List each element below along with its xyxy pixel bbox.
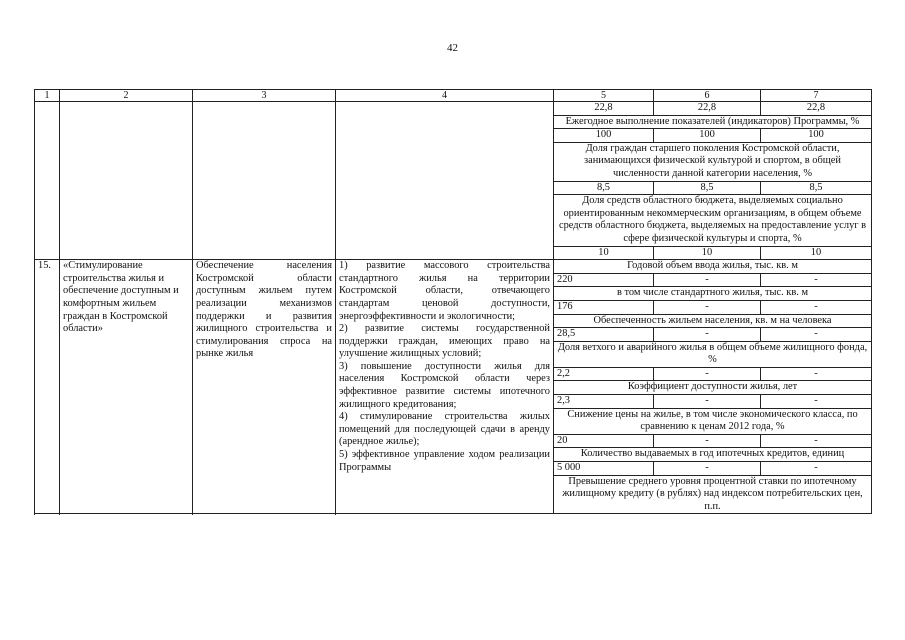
value-cell: 100 (761, 129, 872, 143)
column-number: 7 (761, 90, 872, 102)
value-cell: 100 (654, 129, 761, 143)
value-cell: 22,8 (654, 102, 761, 116)
value-cell: - (761, 395, 872, 409)
indicator-title: Превышение среднего уровня процентной ставки по ипотечному жилищному кредиту (в рублях) над индексом потребительских цен, п.п. (554, 475, 872, 514)
tasks-cell (336, 102, 554, 260)
value-cell: 10 (654, 246, 761, 260)
task-item: 3) повышение доступности жилья для населения Костромской области через эффективное развитие системы ипотечного жилищного кредитования; (339, 360, 550, 410)
value-cell: - (654, 434, 761, 448)
value-cell: - (761, 273, 872, 287)
task-item: 5) эффективное управление ходом реализации Программы (339, 449, 550, 473)
indicator-title: Доля ветхого и аварийного жилья в общем объеме жилищного фонда, % (554, 341, 872, 367)
indicator-title: в том числе стандартного жилья, тыс. кв. м (554, 287, 872, 301)
value-cell: 100 (554, 129, 654, 143)
indicator-title: Количество выдаваемых в год ипотечных кредитов, единиц (554, 448, 872, 462)
program-name: «Стимулирование строительства жилья и обеспечение доступным и комфортным жильем граждан в Костромской области» (60, 260, 193, 514)
program-tasks (336, 260, 554, 514)
program-table (34, 89, 872, 514)
value-cell: - (761, 328, 872, 342)
row-number: 15. (35, 260, 60, 514)
number-cell (35, 102, 60, 260)
value-cell: - (654, 462, 761, 476)
indicator-title: Ежегодное выполнение показателей (индикаторов) Программы, % (554, 115, 872, 129)
program-goal: Обеспечение населения Костромской области доступным жильем путем реализации механизмов поддержки и развития жилищного строительства и стимулирования спроса на рынке жилья (193, 260, 336, 514)
table-row (35, 260, 872, 274)
value-cell: 2,2 (554, 367, 654, 381)
value-cell: 10 (554, 246, 654, 260)
page-number: 42 (447, 42, 458, 54)
indicator-title: Доля средств областного бюджета, выделяемых социально ориентированным некоммерческим организациям, в общем объеме средств областного бюджета, выделяемых на предоставление услуг в сфере физической культуры и спорта, % (554, 195, 872, 246)
indicator-title: Доля граждан старшего поколения Костромской области, занимающихся физической культурой и спортом, в общей численности данной категории населения, % (554, 142, 872, 181)
value-cell: 176 (554, 300, 654, 314)
value-cell: - (761, 367, 872, 381)
value-cell: 8,5 (654, 181, 761, 195)
column-number: 1 (35, 90, 60, 102)
value-cell: 8,5 (554, 181, 654, 195)
value-cell: - (761, 300, 872, 314)
value-cell: 20 (554, 434, 654, 448)
value-cell: - (654, 367, 761, 381)
goal-cell (193, 102, 336, 260)
value-cell: 5 000 (554, 462, 654, 476)
indicator-title: Коэффициент доступности жилья, лет (554, 381, 872, 395)
column-number: 6 (654, 90, 761, 102)
task-item: 4) стимулирование строительства жилых помещений для последующей сдачи в аренду (арендное жилье); (339, 411, 550, 448)
value-cell: 2,3 (554, 395, 654, 409)
value-cell: - (654, 395, 761, 409)
value-cell: - (761, 434, 872, 448)
value-cell: 10 (761, 246, 872, 260)
indicator-title: Обеспеченность жильем населения, кв. м на человека (554, 314, 872, 328)
value-cell: 22,8 (761, 102, 872, 116)
table-row (35, 102, 872, 116)
value-cell: - (761, 462, 872, 476)
value-cell: - (654, 328, 761, 342)
column-number: 4 (336, 90, 554, 102)
value-cell: - (654, 300, 761, 314)
name-cell (60, 102, 193, 260)
value-cell: - (654, 273, 761, 287)
indicator-title: Снижение цены на жилье, в том числе экономического класса, по сравнению к ценам 2012 года, % (554, 408, 872, 434)
indicator-title: Годовой объем ввода жилья, тыс. кв. м (554, 260, 872, 274)
value-cell: 22,8 (554, 102, 654, 116)
value-cell: 220 (554, 273, 654, 287)
column-number: 2 (60, 90, 193, 102)
task-item: 1) развитие массового строительства стандартного жилья на территории Костромской области, отвечающего стандартам ценовой доступности, энергоэффективности и экологичности; (339, 260, 550, 322)
task-item: 2) развитие системы государственной поддержки граждан, имеющих право на улучшение жилищных условий; (339, 323, 550, 360)
column-numbers-row (35, 90, 872, 102)
column-number: 5 (554, 90, 654, 102)
value-cell: 8,5 (761, 181, 872, 195)
column-number: 3 (193, 90, 336, 102)
value-cell: 28,5 (554, 328, 654, 342)
